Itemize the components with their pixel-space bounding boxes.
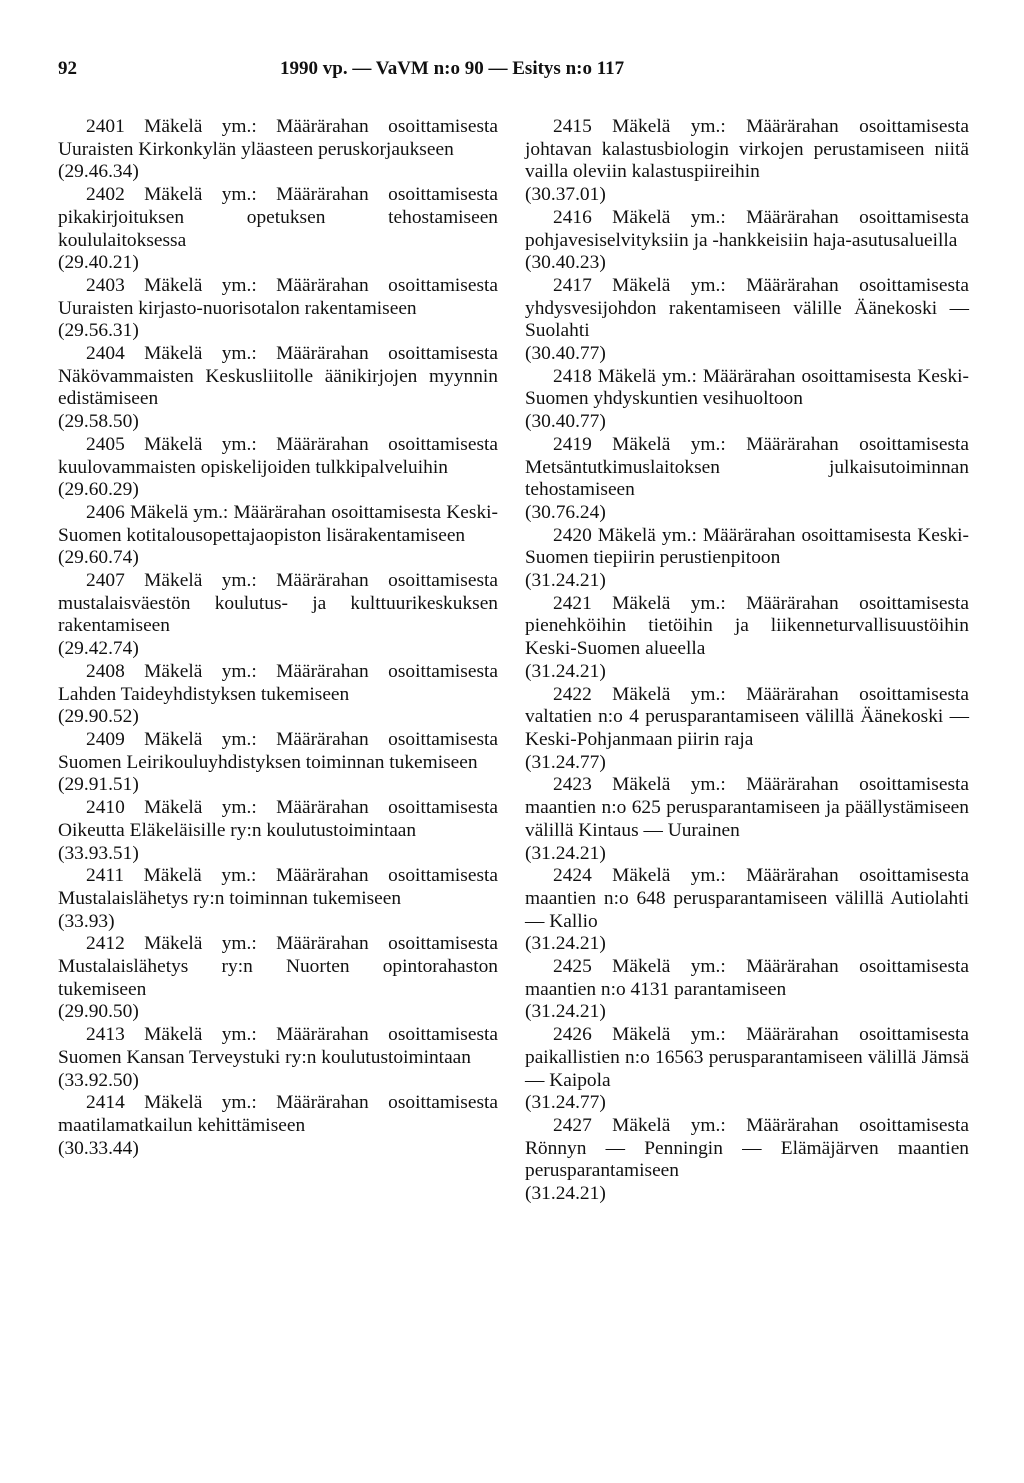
motion-entry	[58, 933, 498, 1024]
budget-reference: (31.24.21)	[525, 570, 606, 592]
budget-reference: (30.33.44)	[58, 1137, 139, 1159]
budget-reference: (29.90.50)	[58, 1001, 139, 1023]
budget-reference: (33.93)	[58, 910, 115, 932]
motion-entry	[525, 434, 969, 525]
budget-reference: (31.24.21)	[525, 933, 606, 955]
motion-text: 2413 Mäkelä ym.: Määrärahan osoittamisesta Suomen Kansan Terveystuki ry:n koulutustoimintaan	[58, 1024, 498, 1068]
motion-entry	[525, 1115, 969, 1206]
motion-entry	[525, 684, 969, 775]
budget-reference: (31.24.21)	[525, 1001, 606, 1023]
budget-reference: (29.60.29)	[58, 479, 139, 501]
motion-text: 2425 Mäkelä ym.: Määrärahan osoittamisesta maantien n:o 4131 parantamiseen	[525, 956, 969, 1000]
motion-text: 2426 Mäkelä ym.: Määrärahan osoittamisesta paikallistien n:o 16563 perusparantamiseen välillä Jämsä — Kaipola	[525, 1024, 969, 1091]
motion-entry	[525, 207, 969, 275]
motion-text: 2403 Mäkelä ym.: Määrärahan osoittamisesta Uuraisten kirjasto-nuorisotalon rakentamiseen	[58, 274, 498, 319]
motion-entry	[58, 1024, 498, 1092]
motion-text: 2406 Mäkelä ym.: Määrärahan osoittamisesta Keski-Suomen kotitalousopettajaopiston lisärakentamiseen	[58, 501, 498, 546]
budget-reference: (31.24.21)	[525, 660, 606, 682]
motion-text: 2414 Mäkelä ym.: Määrärahan osoittamisesta maatilamatkailun kehittämiseen	[58, 1092, 498, 1136]
motion-text: 2419 Mäkelä ym.: Määrärahan osoittamisesta Metsäntutkimuslaitoksen julkaisutoiminnan tehostamiseen	[525, 433, 969, 501]
budget-reference: (29.42.74)	[58, 638, 139, 660]
left-column	[58, 116, 498, 1160]
motion-entry	[58, 184, 498, 275]
motion-text: 2405 Mäkelä ym.: Määrärahan osoittamisesta kuulovammaisten opiskelijoiden tulkkipalveluihin	[58, 433, 498, 478]
budget-reference: (29.60.74)	[58, 547, 139, 569]
motion-text: 2401 Mäkelä ym.: Määrärahan osoittamisesta Uuraisten Kirkonkylän yläasteen peruskorjaukseen	[58, 116, 498, 160]
motion-entry	[525, 366, 969, 434]
motion-text: 2410 Mäkelä ym.: Määrärahan osoittamisesta Oikeutta Eläkeläisille ry:n koulutustoimintaan	[58, 797, 498, 841]
right-column	[525, 116, 969, 1206]
budget-reference: (29.46.34)	[58, 161, 139, 183]
motion-text: 2423 Mäkelä ym.: Määrärahan osoittamisesta maantien n:o 625 perusparantamiseen ja päällystämiseen välillä Kintaus — Uurainen	[525, 774, 969, 841]
motion-entry	[58, 729, 498, 797]
motion-entry	[58, 434, 498, 502]
budget-reference: (30.76.24)	[525, 501, 606, 523]
budget-reference: (30.40.23)	[525, 252, 606, 274]
motion-text: 2417 Mäkelä ym.: Määrärahan osoittamisesta yhdysvesijohdon rakentamiseen välille Äänekoski — Suolahti	[525, 274, 969, 342]
motion-text: 2415 Mäkelä ym.: Määrärahan osoittamisesta johtavan kalastusbiologin virkojen perustamiseen niitä vailla oleviin kalastuspiireihin	[525, 116, 969, 183]
motion-text: 2422 Mäkelä ym.: Määrärahan osoittamisesta valtatien n:o 4 perusparantamiseen välillä Äänekoski — Keski-Pohjanmaan piirin raja	[525, 683, 969, 750]
motion-entry	[58, 570, 498, 661]
motion-text: 2411 Mäkelä ym.: Määrärahan osoittamisesta Mustalaislähetys ry:n toiminnan tukemiseen	[58, 865, 498, 909]
budget-reference: (31.24.77)	[525, 1092, 606, 1114]
motion-entry	[58, 797, 498, 865]
motion-entry	[58, 343, 498, 434]
motion-entry	[58, 502, 498, 570]
motion-text: 2424 Mäkelä ym.: Määrärahan osoittamisesta maantien n:o 648 perusparantamiseen välillä Autiolahti — Kallio	[525, 865, 969, 932]
budget-reference: (30.40.77)	[525, 343, 606, 365]
motion-text: 2427 Mäkelä ym.: Määrärahan osoittamisesta Rönnyn — Penningin — Elämäjärven maantien perusparantamiseen	[525, 1114, 969, 1182]
motion-entry	[58, 865, 498, 933]
motion-entry	[525, 1024, 969, 1115]
motion-entry	[525, 774, 969, 865]
budget-reference: (29.91.51)	[58, 774, 139, 796]
motion-text: 2416 Mäkelä ym.: Määrärahan osoittamisesta pohjavesiselvityksiin ja -hankkeisiin haja-asutusalueilla	[525, 206, 969, 251]
motion-text: 2408 Mäkelä ym.: Määrärahan osoittamisesta Lahden Taideyhdistyksen tukemiseen	[58, 660, 498, 705]
motion-text: 2409 Mäkelä ym.: Määrärahan osoittamisesta Suomen Leirikouluyhdistyksen toiminnan tukemiseen	[58, 728, 498, 773]
motion-entry	[58, 1092, 498, 1160]
motion-entry	[525, 275, 969, 366]
budget-reference: (29.90.52)	[58, 706, 139, 728]
page-number: 92	[58, 58, 77, 79]
budget-reference: (33.93.51)	[58, 842, 139, 864]
motion-entry	[58, 661, 498, 729]
budget-reference: (31.24.21)	[525, 1183, 606, 1205]
budget-reference: (31.24.21)	[525, 842, 606, 864]
motion-entry	[525, 593, 969, 684]
budget-reference: (30.40.77)	[525, 411, 606, 433]
budget-reference: (30.37.01)	[525, 184, 606, 206]
budget-reference: (31.24.77)	[525, 751, 606, 773]
motion-entry	[58, 275, 498, 343]
motion-text: 2421 Mäkelä ym.: Määrärahan osoittamisesta pienehköihin tietöihin ja liikenneturvallisuustöihin Keski-Suomen alueella	[525, 592, 969, 660]
motion-entry	[525, 865, 969, 956]
motion-text: 2420 Mäkelä ym.: Määrärahan osoittamisesta Keski-Suomen tiepiirin perustienpitoon	[525, 524, 969, 569]
motion-entry	[525, 525, 969, 593]
motion-text: 2407 Mäkelä ym.: Määrärahan osoittamisesta mustalaisväestön koulutus- ja kulttuurikeskuksen rakentamiseen	[58, 570, 498, 637]
motion-entry	[58, 116, 498, 184]
motion-entry	[525, 116, 969, 207]
budget-reference: (33.92.50)	[58, 1069, 139, 1091]
motion-text: 2404 Mäkelä ym.: Määrärahan osoittamisesta Näkövammaisten Keskusliitolle äänikirjojen myynnin edistämiseen	[58, 343, 498, 410]
budget-reference: (29.58.50)	[58, 411, 139, 433]
running-header: 1990 vp. — VaVM n:o 90 — Esitys n:o 117	[280, 58, 625, 79]
motion-text: 2412 Mäkelä ym.: Määrärahan osoittamisesta Mustalaislähetys ry:n Nuorten opintorahaston tukemiseen	[58, 933, 498, 1000]
budget-reference: (29.40.21)	[58, 252, 139, 274]
budget-reference: (29.56.31)	[58, 320, 139, 342]
motion-text: 2418 Mäkelä ym.: Määrärahan osoittamisesta Keski-Suomen yhdyskuntien vesihuoltoon	[525, 365, 969, 410]
motion-text: 2402 Mäkelä ym.: Määrärahan osoittamisesta pikakirjoituksen opetuksen tehostamiseen koululaitoksessa	[58, 184, 498, 251]
motion-entry	[525, 956, 969, 1024]
